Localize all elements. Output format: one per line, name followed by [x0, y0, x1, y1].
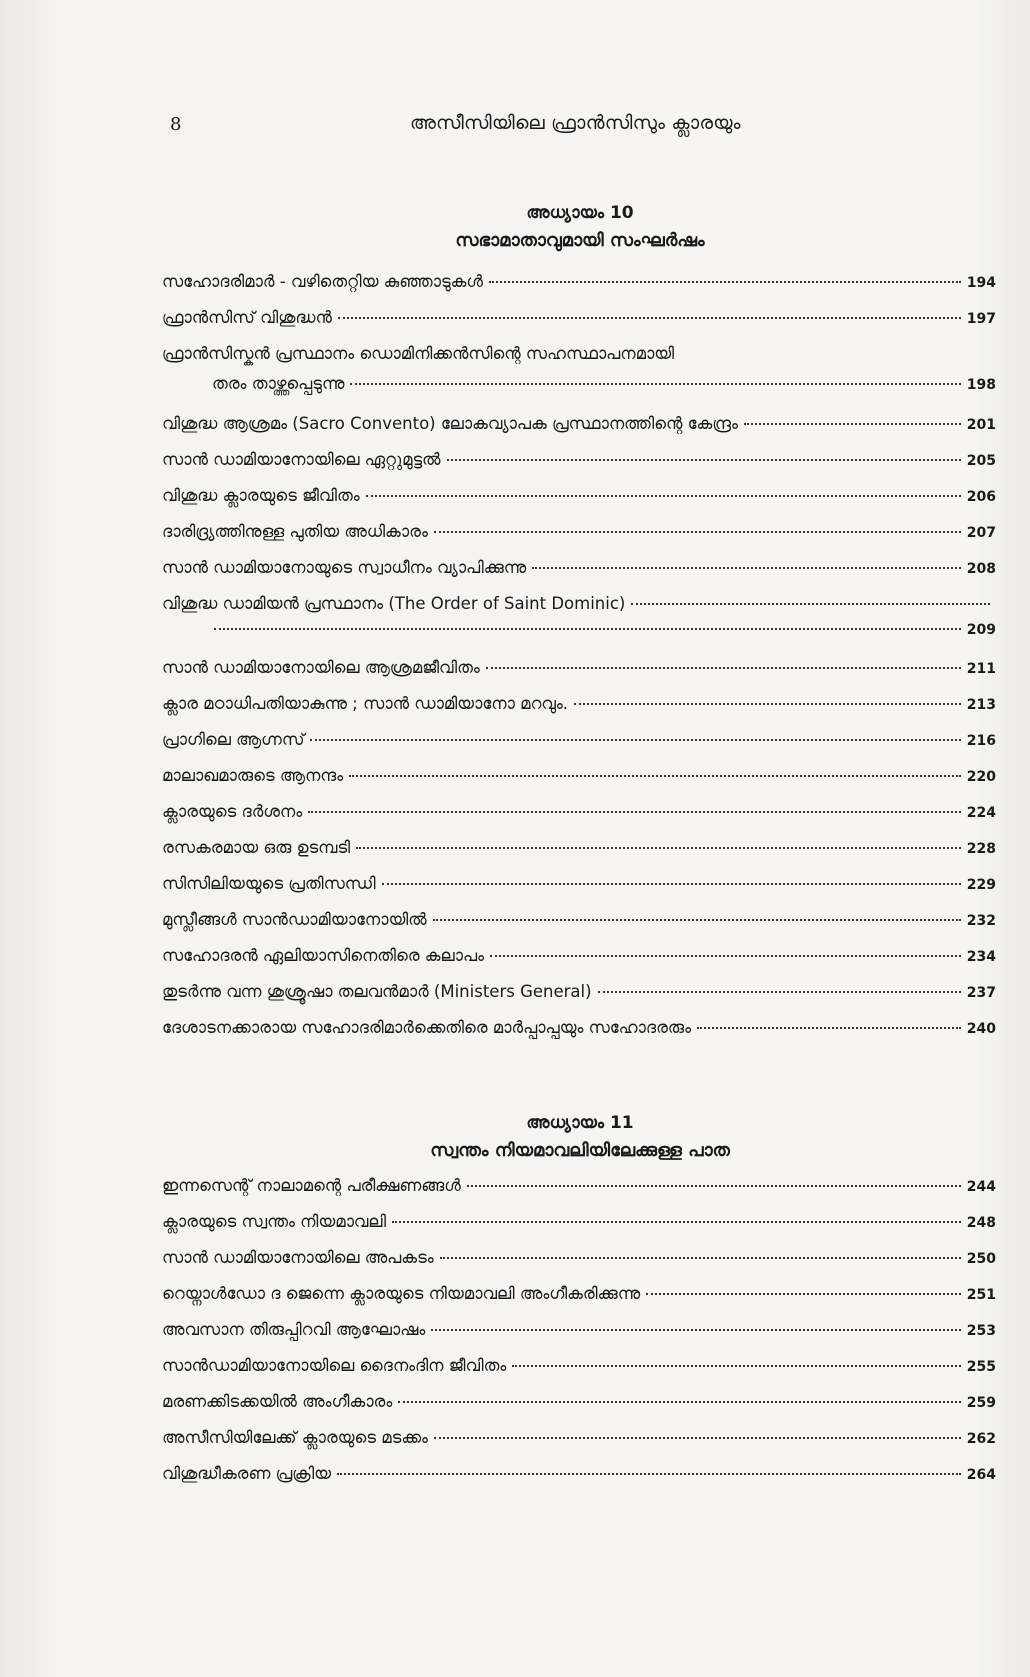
toc-entry[interactable]	[162, 1212, 996, 1248]
toc-entry[interactable]	[162, 874, 996, 910]
entry-title: ദാരിദ്ര്യത്തിനുള്ള പുതിയ അധികാരം	[162, 522, 428, 541]
entry-page: 253	[966, 1323, 996, 1339]
entry-title: സാൻ ഡാമിയാനോയിലെ അപകടം	[162, 1248, 434, 1267]
dot-leader	[356, 847, 961, 849]
entry-title: വിശുദ്ധ ഡാമിയൻ പ്രസ്ഥാനം (The Order of Saint Dominic)	[162, 594, 626, 613]
toc-entry[interactable]	[162, 802, 996, 838]
chapter-number: അധ്യായം 11	[526, 1113, 634, 1133]
dot-leader	[486, 667, 961, 669]
entry-page: 229	[966, 877, 996, 893]
entry-title: അവസാന തിരുപ്പിറവി ആഘോഷം	[162, 1320, 426, 1339]
entry-title: ക്ലാരയുടെ സ്വന്തം നിയമാവലി	[162, 1212, 387, 1231]
entry-page: 228	[966, 841, 996, 857]
dot-leader	[337, 1473, 961, 1475]
entry-page: 201	[966, 417, 996, 433]
entry-page: 244	[966, 1179, 996, 1195]
entry-title: സഹോദരൻ ഏലിയാസിനെതിരെ കലാപം	[162, 946, 485, 965]
entry-title: മുസ്ലീങ്ങൾ സാൻഡാമിയാനോയിൽ	[162, 910, 427, 929]
entry-title: റെയ്നാൾഡോ ദ ജെന്നെ ക്ലാരയുടെ നിയമാവലി അംഗീകരിക്കുന്നു	[162, 1284, 641, 1303]
entry-page: 194	[966, 275, 996, 291]
running-title: അസീസിയിലെ ഫ്രാൻസിസും ക്ലാരയും	[410, 112, 741, 134]
toc-entry[interactable]	[162, 694, 996, 730]
dot-leader	[431, 1329, 960, 1331]
toc-entry[interactable]	[162, 1248, 996, 1284]
dot-leader	[392, 1221, 961, 1223]
dot-leader	[512, 1365, 961, 1367]
entry-title: അസീസിയിലേക്ക് ക്ലാരയുടെ മടക്കം	[162, 1428, 428, 1447]
dot-leader	[398, 1401, 960, 1403]
entry-title: സാൻഡാമിയാനോയിലെ ദൈനംദിന ജീവിതം	[162, 1356, 507, 1375]
dot-leader	[433, 919, 961, 921]
toc-entry[interactable]	[162, 414, 996, 450]
entry-page: 208	[966, 561, 996, 577]
entry-title: ഇന്നസെന്റ് നാലാമന്റെ പരീക്ഷണങ്ങൾ	[162, 1176, 461, 1195]
entry-title: മാലാഖമാരുടെ ആനന്ദം	[162, 766, 344, 785]
entry-page: 209	[966, 622, 996, 638]
page-header	[170, 112, 990, 142]
toc-entry[interactable]	[162, 946, 996, 982]
dot-leader	[382, 883, 961, 885]
dot-leader	[631, 603, 990, 605]
entry-page: 207	[966, 525, 996, 541]
dot-leader	[598, 991, 961, 993]
entry-title-continued: തരം താഴ്ത്തപ്പെടുന്നു	[212, 374, 345, 393]
dot-leader	[310, 739, 960, 741]
entry-title: ക്ലാരയുടെ ദർശനം	[162, 802, 303, 821]
entry-page: 240	[966, 1021, 996, 1037]
toc-entry[interactable]	[162, 1356, 996, 1392]
chapter-title: സഭാമാതാവുമായി സംഘർഷം	[455, 230, 705, 251]
dot-leader	[366, 495, 961, 497]
entry-title: വിശുദ്ധ ക്ലാരയുടെ ജീവിതം	[162, 486, 360, 505]
entry-page: 251	[966, 1287, 996, 1303]
toc-entry[interactable]	[162, 450, 996, 486]
entry-page: 250	[966, 1251, 996, 1267]
entry-title: വിശുദ്ധീകരണ പ്രക്രിയ	[162, 1464, 332, 1483]
toc-entry[interactable]	[162, 838, 996, 874]
chapter-title: സ്വന്തം നിയമാവലിയിലേക്കുള്ള പാത	[430, 1140, 730, 1161]
entry-page: 255	[966, 1359, 996, 1375]
toc-entry[interactable]	[162, 730, 996, 766]
toc-entry[interactable]	[162, 486, 996, 522]
dot-leader	[349, 775, 961, 777]
dot-leader	[697, 1027, 961, 1029]
dot-leader	[338, 317, 961, 319]
toc-entry[interactable]	[162, 1464, 996, 1500]
dot-leader	[308, 811, 961, 813]
entry-title: സാൻ ഡാമിയാനോയുടെ സ്വാധീനം വ്യാപിക്കുന്നു	[162, 558, 527, 577]
page-number: 8	[170, 114, 182, 135]
dot-leader	[434, 531, 961, 533]
entry-title: സാൻ ഡാമിയാനോയിലെ ഏറ്റുമുട്ടൽ	[162, 450, 441, 469]
entry-page: 220	[966, 769, 996, 785]
dot-leader	[574, 703, 961, 705]
entry-title: ക്ലാര മഠാധിപതിയാകുന്നു ; സാൻ ഡാമിയാനോ മറവും.	[162, 694, 569, 713]
entry-title: മരണക്കിടക്കയിൽ അംഗീകാരം	[162, 1392, 393, 1411]
toc-entry[interactable]	[162, 766, 996, 802]
toc-entry[interactable]	[162, 1284, 996, 1320]
entry-title: പ്രാഗിലെ ആഗ്നസ്	[162, 730, 305, 749]
entry-title: ഫ്രാൻസിസ്കൻ പ്രസ്ഥാനം ഡൊമിനിക്കൻസിന്റെ സഹസ്ഥാപനമായി	[162, 344, 675, 363]
entry-title: വിശുദ്ധ ആശ്രമം (Sacro Convento) ലോകവ്യാപക പ്രസ്ഥാനത്തിന്റെ കേന്ദ്രം	[162, 414, 738, 433]
chapter-10-heading	[160, 200, 1000, 256]
toc-entry[interactable]	[162, 658, 996, 694]
chapter-10-contents	[162, 272, 996, 1054]
dot-leader	[646, 1293, 961, 1295]
entry-title: ദേശാടനക്കാരായ സഹോദരിമാർക്കെതിരെ മാർപ്പാപ്പയും സഹോദരരും	[162, 1018, 692, 1037]
entry-title: സാൻ ഡാമിയാനോയിലെ ആശ്രമജീവിതം	[162, 658, 480, 677]
toc-entry[interactable]	[162, 594, 996, 658]
dot-leader	[214, 628, 961, 630]
entry-page: 248	[966, 1215, 996, 1231]
chapter-number: അധ്യായം 10	[526, 203, 634, 223]
dot-leader	[744, 423, 961, 425]
entry-title: സഹോദരിമാർ - വഴിതെറ്റിയ കുഞ്ഞാടുകൾ	[162, 272, 483, 291]
dot-leader	[440, 1257, 961, 1259]
chapter-11-contents	[162, 1176, 996, 1500]
entry-page: 211	[966, 661, 996, 677]
entry-page: 198	[966, 377, 996, 393]
toc-entry[interactable]	[162, 1428, 996, 1464]
entry-page: 234	[966, 949, 996, 965]
entry-page: 197	[966, 311, 996, 327]
entry-page: 264	[966, 1467, 996, 1483]
dot-leader	[447, 459, 961, 461]
toc-entry[interactable]	[162, 982, 996, 1018]
toc-entry[interactable]	[162, 308, 996, 344]
entry-title: തുടർന്നു വന്ന ശുശ്രൂഷാ തലവൻമാർ (Ministers General)	[162, 982, 592, 1001]
entry-page: 259	[966, 1395, 996, 1411]
entry-page: 232	[966, 913, 996, 929]
entry-page: 205	[966, 453, 996, 469]
toc-entry[interactable]	[162, 1018, 996, 1054]
entry-page: 262	[966, 1431, 996, 1447]
dot-leader	[489, 281, 961, 283]
toc-entry[interactable]	[162, 272, 996, 308]
entry-title: രസകരമായ ഒരു ഉടമ്പടി	[162, 838, 351, 857]
entry-title: ഫ്രാൻസിസ് വിശുദ്ധൻ	[162, 308, 332, 327]
entry-page: 206	[966, 489, 996, 505]
dot-leader	[490, 955, 961, 957]
toc-entry[interactable]	[162, 558, 996, 594]
entry-page: 224	[966, 805, 996, 821]
dot-leader	[434, 1437, 961, 1439]
toc-entry[interactable]	[162, 1176, 996, 1212]
toc-entry[interactable]	[162, 344, 996, 414]
entry-page: 237	[966, 985, 996, 1001]
toc-entry[interactable]	[162, 1320, 996, 1356]
entry-page: 216	[966, 733, 996, 749]
toc-entry[interactable]	[162, 910, 996, 946]
toc-entry[interactable]	[162, 1392, 996, 1428]
toc-entry[interactable]	[162, 522, 996, 558]
chapter-11-heading	[160, 1110, 1000, 1166]
entry-page: 213	[966, 697, 996, 713]
entry-title: സിസിലിയയുടെ പ്രതിസന്ധി	[162, 874, 376, 893]
dot-leader	[350, 383, 960, 385]
dot-leader	[467, 1185, 961, 1187]
dot-leader	[532, 567, 960, 569]
